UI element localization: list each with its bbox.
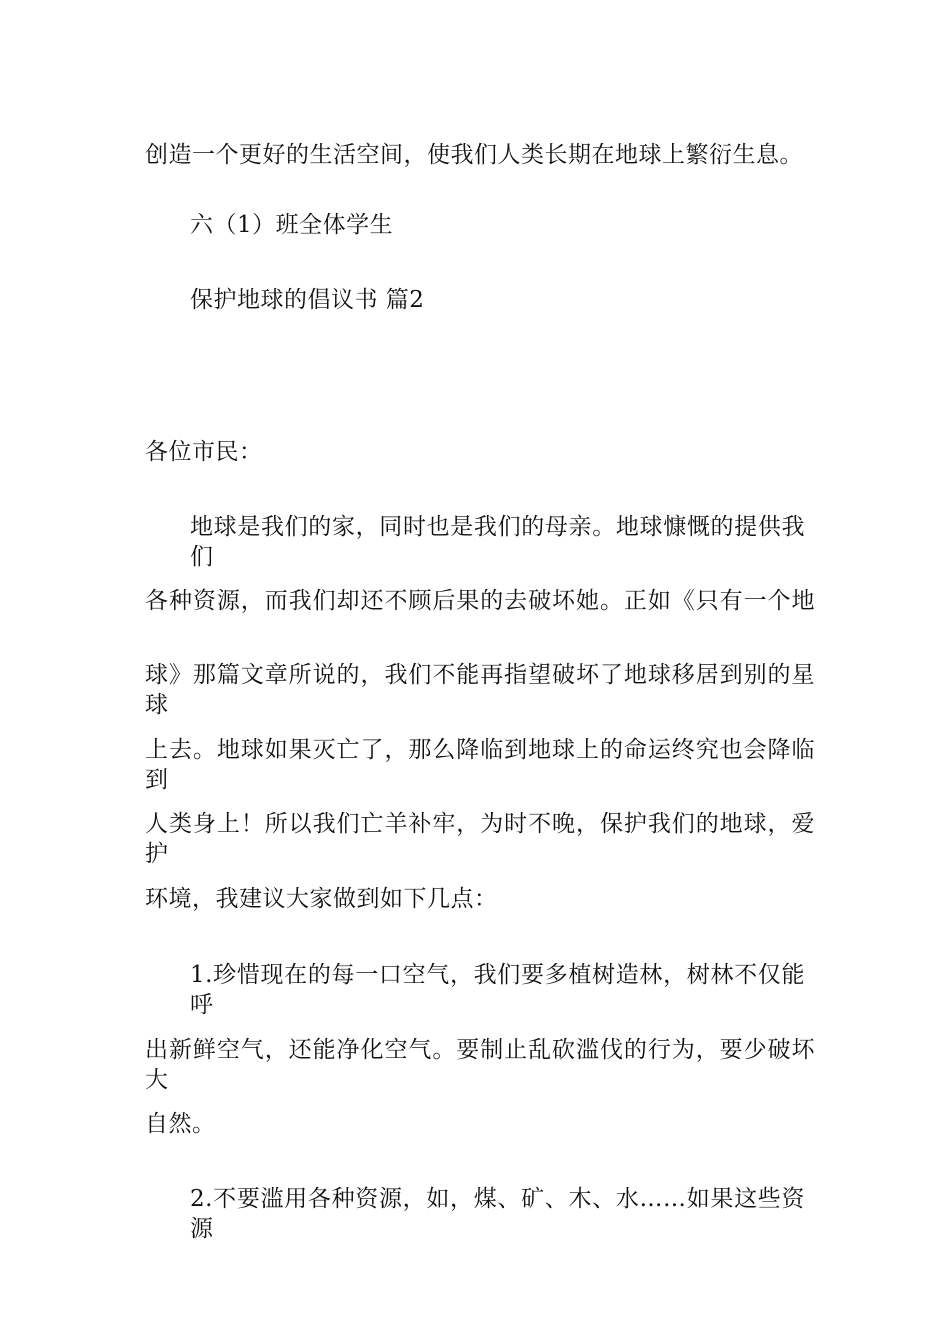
salutation: 各位市民： <box>145 439 263 465</box>
signature-line: 六（1）班全体学生 <box>190 212 394 238</box>
paragraph-line: 球》那篇文章所说的，我们不能再指望破坏了地球移居到别的星球 <box>145 662 815 718</box>
list-item-line: 出新鲜空气，还能净化空气。要制止乱砍滥伐的行为，要少破坏大 <box>145 1037 815 1093</box>
list-item-line: 1.珍惜现在的每一口空气，我们要多植树造林，树林不仅能呼 <box>190 962 805 1018</box>
list-item-line: 自然。 <box>145 1111 216 1137</box>
section-heading: 保护地球的倡议书 篇2 <box>190 287 425 313</box>
list-item-line: 2.不要滥用各种资源，如，煤、矿、木、水……如果这些资源 <box>190 1186 805 1242</box>
paragraph-line: 上去。地球如果灭亡了，那么降临到地球上的命运终究也会降临到 <box>145 737 815 793</box>
paragraph-line: 人类身上！所以我们亡羊补牢，为时不晚，保护我们的地球，爱护 <box>145 811 815 867</box>
paragraph-line: 各种资源，而我们却还不顾后果的去破坏她。正如《只有一个地 <box>145 588 815 614</box>
text-line-continuation: 创造一个更好的生活空间，使我们人类长期在地球上繁衍生息。 <box>145 142 803 168</box>
paragraph-line: 地球是我们的家，同时也是我们的母亲。地球慷慨的提供我们 <box>190 514 805 570</box>
paragraph-line: 环境，我建议大家做到如下几点： <box>145 886 498 912</box>
